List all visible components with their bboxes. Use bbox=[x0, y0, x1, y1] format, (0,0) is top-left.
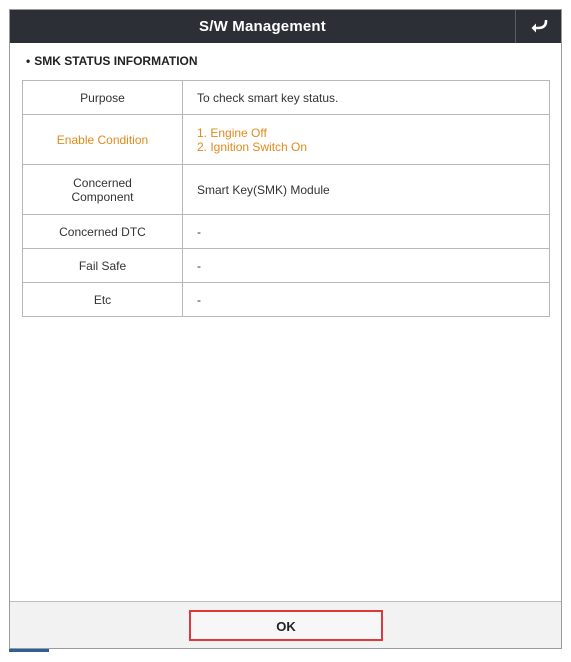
window-title: S/W Management bbox=[199, 18, 326, 35]
row-value: - bbox=[183, 249, 550, 283]
label-line-2: Component bbox=[71, 189, 134, 204]
table-row-purpose bbox=[23, 81, 550, 115]
table-row-enable-condition bbox=[23, 115, 550, 165]
bottom-accent-mark bbox=[9, 649, 49, 652]
row-value: To check smart key status. bbox=[183, 81, 550, 115]
title-bar bbox=[10, 10, 561, 43]
row-value bbox=[183, 115, 550, 165]
heading-bullet: • bbox=[26, 54, 31, 68]
table-row-fail-safe bbox=[23, 249, 550, 283]
row-value: Smart Key(SMK) Module bbox=[183, 165, 550, 215]
row-label bbox=[23, 165, 183, 215]
row-label: Etc bbox=[23, 283, 183, 317]
condition-line-2: 2. Ignition Switch On bbox=[197, 139, 308, 154]
back-button[interactable] bbox=[515, 10, 561, 43]
row-value: - bbox=[183, 215, 550, 249]
table-row-etc bbox=[23, 283, 550, 317]
condition-line-1: 1. Engine Off bbox=[197, 125, 267, 140]
label-line-1: Concerned bbox=[73, 175, 132, 190]
dialog-footer bbox=[10, 601, 561, 648]
row-label: Enable Condition bbox=[23, 115, 183, 165]
ok-button[interactable]: OK bbox=[189, 610, 383, 641]
row-label: Purpose bbox=[23, 81, 183, 115]
return-arrow-icon bbox=[530, 20, 548, 34]
table-row-concerned-dtc bbox=[23, 215, 550, 249]
info-table bbox=[22, 80, 550, 317]
row-label: Concerned DTC bbox=[23, 215, 183, 249]
sw-management-dialog bbox=[9, 9, 562, 649]
row-label: Fail Safe bbox=[23, 249, 183, 283]
row-value: - bbox=[183, 283, 550, 317]
heading-text: SMK STATUS INFORMATION bbox=[34, 54, 198, 68]
table-row-concerned-component bbox=[23, 165, 550, 215]
section-heading bbox=[26, 54, 198, 68]
